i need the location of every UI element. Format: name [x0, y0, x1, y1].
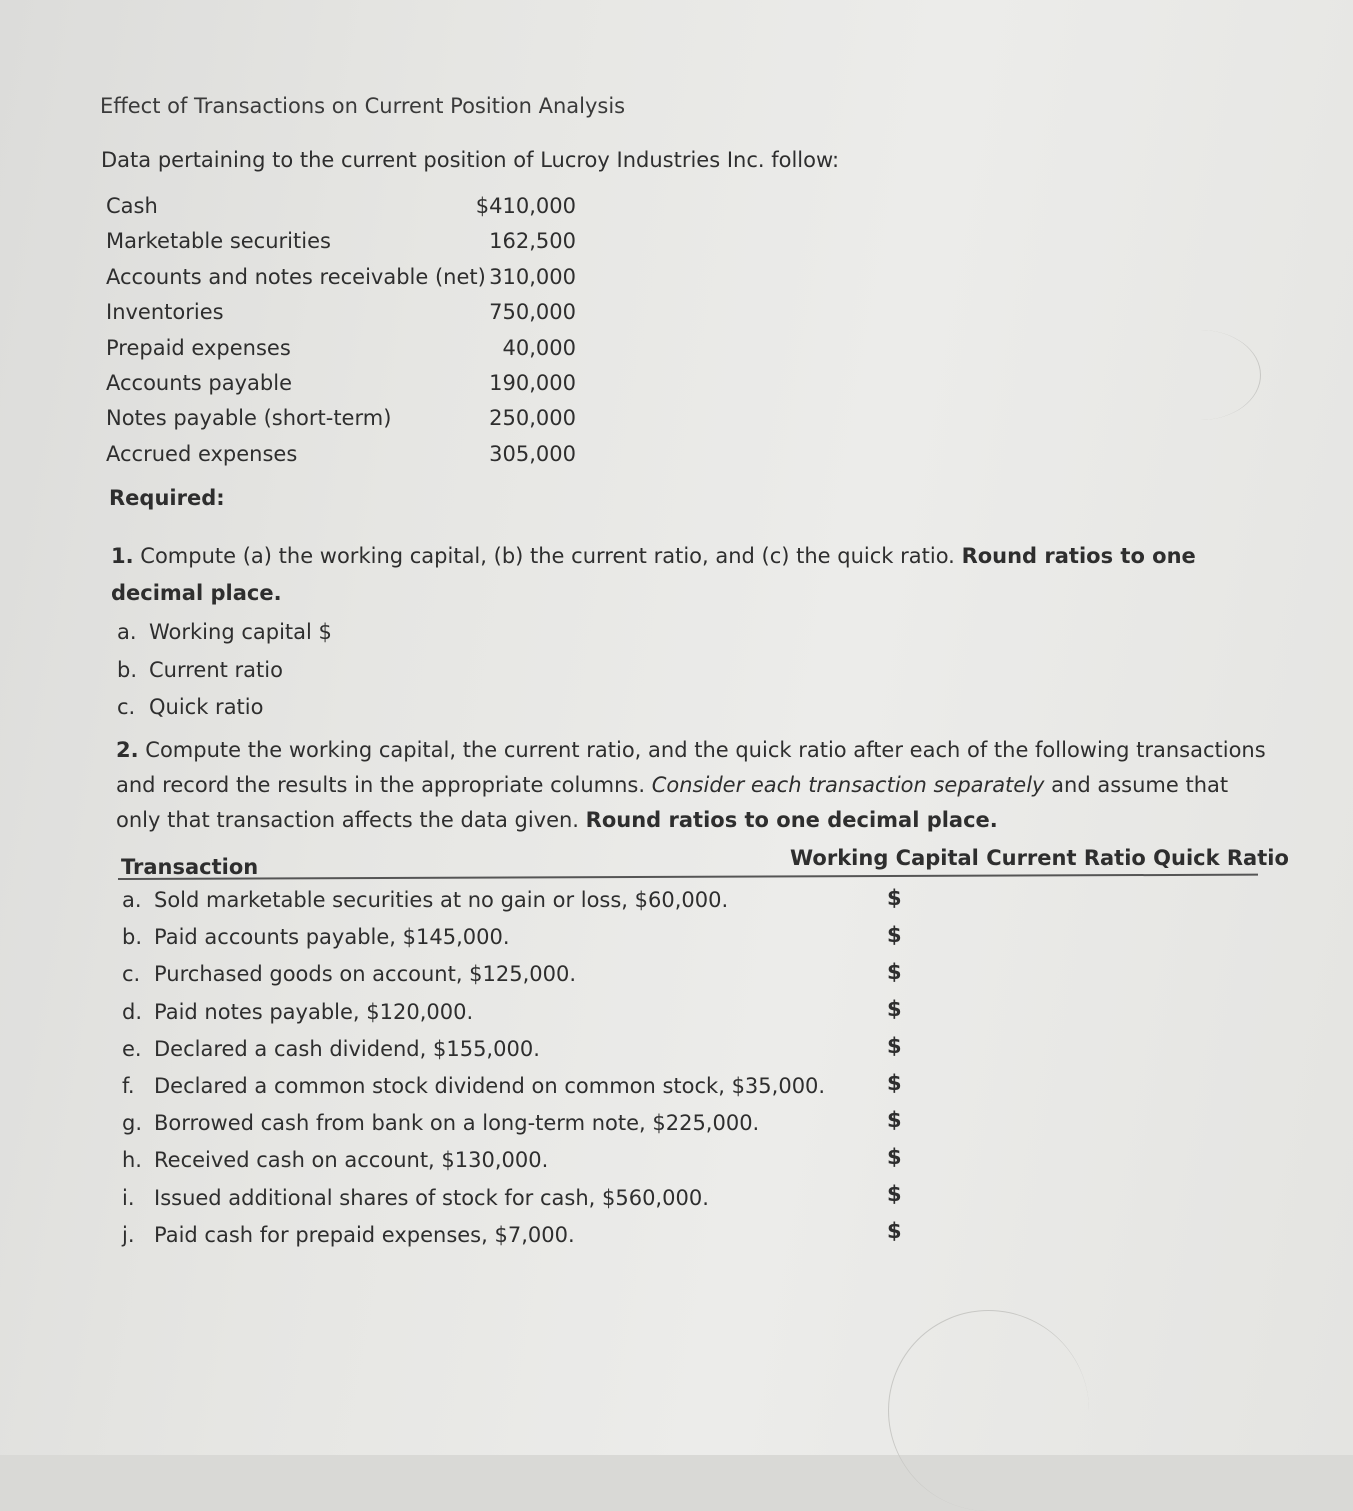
item-label: Quick ratio — [149, 695, 264, 719]
data-row — [106, 371, 586, 406]
currency-symbol: $ — [887, 1145, 902, 1169]
data-row — [106, 265, 586, 300]
currency-symbol: $ — [887, 1071, 902, 1095]
row-text: Paid notes payable, $120,000. — [154, 999, 474, 1024]
row-text: Received cash on account, $130,000. — [154, 1148, 549, 1173]
data-row — [106, 406, 586, 441]
row-letter: g. — [122, 1111, 143, 1136]
row-text: Borrowed cash from bank on a long-term note, $225,000. — [154, 1111, 760, 1136]
table-row — [122, 1037, 922, 1074]
currency-symbol: $ — [887, 886, 902, 910]
table-row — [122, 1186, 922, 1223]
answer-current-ratio — [117, 658, 332, 696]
data-value: 305,000 — [489, 441, 576, 466]
question-text: Compute (a) the working capital, (b) the current ratio, and (c) the quick ratio. — [140, 544, 955, 568]
row-letter: h. — [122, 1148, 142, 1173]
table-row — [122, 888, 922, 925]
row-text: Purchased goods on account, $125,000. — [154, 962, 577, 987]
currency-symbol: $ — [887, 1034, 902, 1058]
row-letter: f. — [122, 1073, 135, 1098]
data-value: $410,000 — [475, 194, 576, 218]
row-letter: c. — [122, 962, 141, 987]
data-label: Marketable securities — [106, 229, 331, 254]
row-text: Declared a common stock dividend on common stock, $35,000. — [154, 1073, 826, 1098]
row-letter: j. — [122, 1222, 135, 1247]
row-text: Paid accounts payable, $145,000. — [154, 925, 510, 950]
question-number: 1. — [111, 544, 134, 568]
data-row — [106, 442, 586, 477]
data-label: Accounts payable — [106, 370, 292, 395]
currency-symbol: $ — [887, 1108, 902, 1132]
question-instruction: Round ratios to one decimal place. — [111, 544, 1196, 605]
currency-symbol: $ — [887, 1219, 902, 1243]
row-text: Paid cash for prepaid expenses, $7,000. — [154, 1222, 575, 1247]
item-label: Working capital $ — [149, 620, 332, 644]
data-row — [106, 300, 586, 335]
page-title: Effect of Transactions on Current Position Analysis — [100, 94, 626, 118]
paper-crease — [888, 1310, 1089, 1511]
data-row — [106, 336, 586, 371]
table-row — [122, 925, 922, 962]
data-value: 250,000 — [489, 406, 576, 431]
answer-working-capital — [117, 620, 332, 658]
required-heading: Required: — [109, 486, 225, 510]
currency-symbol: $ — [887, 1182, 902, 1206]
currency-symbol: $ — [887, 960, 902, 984]
answer-quick-ratio — [117, 695, 332, 733]
data-row — [106, 229, 586, 264]
current-position-table — [106, 194, 586, 477]
row-letter: a. — [122, 888, 142, 912]
question-2 — [116, 733, 1266, 838]
column-header-current-ratio: Current Ratio — [986, 846, 1146, 870]
data-label: Prepaid expenses — [106, 335, 291, 360]
data-label: Cash — [106, 194, 158, 218]
row-letter: b. — [122, 925, 143, 950]
paper-crease — [1140, 330, 1261, 420]
question-text-continued: and assume that only that transaction affects the data given. — [116, 773, 1229, 832]
row-text: Declared a cash dividend, $155,000. — [154, 1036, 540, 1061]
data-label: Accrued expenses — [106, 441, 298, 466]
row-text: Sold marketable securities at no gain or loss, $60,000. — [154, 888, 729, 912]
table-row — [122, 1074, 922, 1111]
data-value: 40,000 — [502, 335, 576, 360]
question-number: 2. — [116, 738, 139, 762]
data-value: 310,000 — [489, 264, 576, 289]
table-row — [122, 1148, 922, 1185]
table-row — [122, 1111, 922, 1148]
data-value: 190,000 — [489, 370, 576, 395]
currency-symbol: $ — [887, 997, 902, 1021]
data-label: Inventories — [106, 300, 224, 325]
item-letter: b. — [117, 657, 138, 682]
data-label: Notes payable (short-term) — [106, 406, 392, 431]
transaction-list — [122, 888, 922, 1260]
row-letter: i. — [122, 1185, 135, 1210]
intro-text: Data pertaining to the current position of Lucroy Industries Inc. follow: — [101, 148, 840, 172]
question-emphasis: Consider each transaction separately — [651, 773, 1045, 797]
data-label: Accounts and notes receivable (net) — [106, 264, 486, 289]
column-headers-results — [790, 846, 1289, 870]
data-row — [106, 194, 586, 229]
question-1-answers — [117, 620, 332, 733]
item-label: Current ratio — [149, 657, 283, 682]
currency-symbol: $ — [887, 923, 902, 947]
row-letter: d. — [122, 999, 143, 1024]
column-header-quick-ratio: Quick Ratio — [1153, 846, 1289, 870]
column-header-transaction: Transaction — [121, 855, 259, 879]
table-row — [122, 1223, 922, 1260]
column-header-working-capital: Working Capital — [790, 846, 979, 870]
item-letter: c. — [117, 695, 136, 719]
table-row — [122, 962, 922, 999]
header-divider — [118, 874, 1258, 880]
question-instruction: Round ratios to one decimal place. — [585, 808, 998, 832]
question-1 — [111, 538, 1261, 612]
data-value: 162,500 — [489, 229, 576, 254]
question-text: Compute the working capital, the current ratio, and the quick ratio after each of the following transactions and record the results in the appropriate columns. — [116, 738, 1266, 797]
item-letter: a. — [117, 620, 137, 644]
row-letter: e. — [122, 1036, 142, 1061]
data-value: 750,000 — [489, 300, 576, 325]
row-text: Issued additional shares of stock for cash, $560,000. — [154, 1185, 709, 1210]
table-row — [122, 1000, 922, 1037]
